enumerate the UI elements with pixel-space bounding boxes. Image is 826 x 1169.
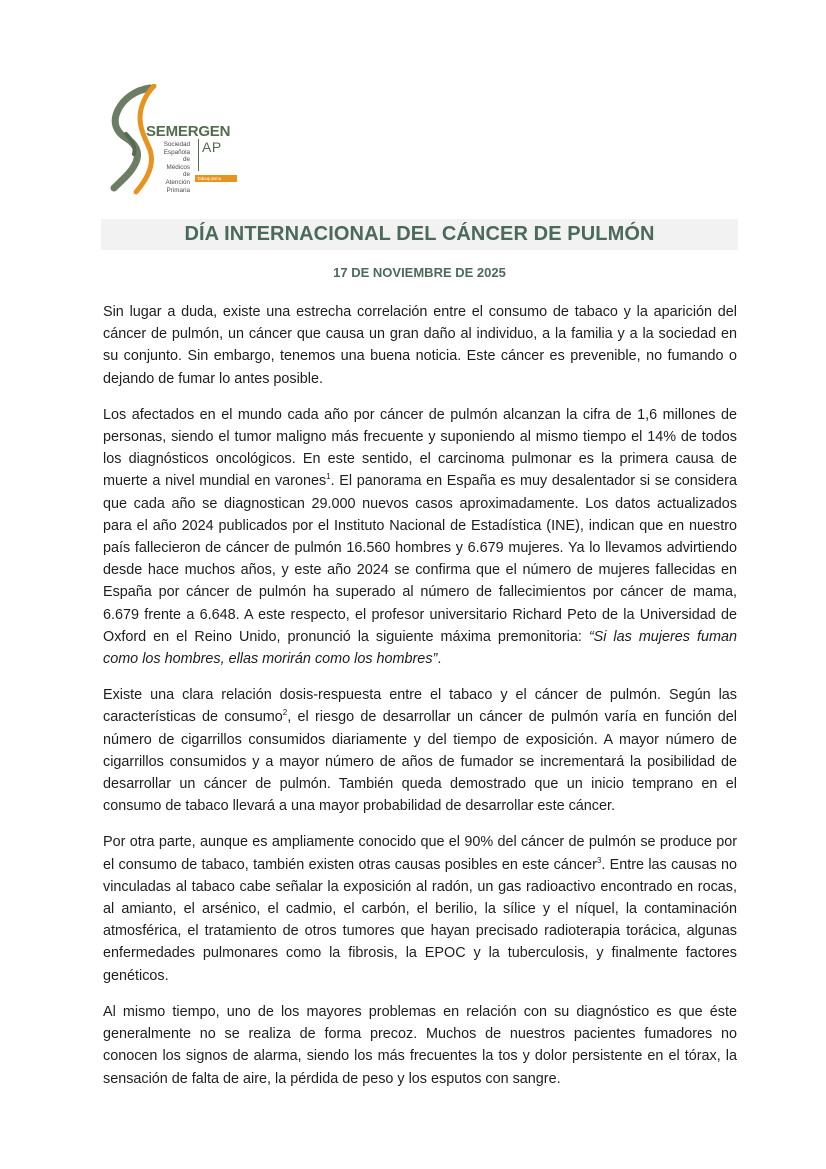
logo-swoosh-icon: [106, 84, 166, 196]
logo-ap: AP: [198, 139, 222, 171]
paragraph-4: Por otra parte, aunque es ampliamente conocido que el 90% del cáncer de pulmón se produce por el consumo de tabaco, también existen otras causas posibles en este cáncer$^3$. Entre las causas no vinculadas al tabaco cabe señalar la exposición al radón, un gas radioactivo encontrado en rocas, al amianto, el arsénico, el cadmio, el carbón, el berilio, la sílice y el níquel, la contaminación atmosférica, el tratamiento de otros tumores que hayan precisado radioterapia torácica, algunas enfermedades pulmonares como la fibrosis, la EPOC y la tuberculosis, y finalmente factores genéticos.: [103, 834, 737, 984]
footnote-ref-1: 1: [326, 472, 331, 482]
paragraph-1: Sin lugar a duda, existe una estrecha correlación entre el consumo de tabaco y la aparición del cáncer de pulmón, un cáncer que causa un gran daño al individuo, a la familia y a la sociedad en su conjunto. Sin embargo, tenemos una buena noticia. Este cáncer es prevenible, no fumando o dejando de fumar lo antes posible.: [103, 304, 737, 387]
logo-name: SEMERGEN: [146, 123, 231, 140]
logo-tag: Tabaquismo: [195, 175, 237, 182]
semergen-logo: [106, 84, 246, 196]
title-banner: [101, 219, 738, 250]
paragraph-5: Al mismo tiempo, uno de los mayores problemas en relación con su diagnóstico es que éste generalmente no se realiza de forma precoz. Muchos de nuestros pacientes fumadores no conocen los signos de alarma, siendo los más frecuentes la tos y dolor persistente en el tórax, la sensación de falta de aire, la pérdida de peso y los esputos con sangre.: [103, 1003, 737, 1087]
article-body: [103, 301, 737, 1104]
quote: “Si las mujeres fuman como los hombres, ellas morirán como los hombres”: [103, 628, 737, 668]
paragraph-3: Existe una clara relación dosis-respuesta entre el tabaco y el cáncer de pulmón. Según las características de consumo$^2$, el riesgo de desarrollar un cáncer de pulmón varía en función del número de cigarrillos consumidos diariamente y del tiempo de exposición. A mayor número de cigarrillos consumidos y a mayor número de años de fumador se incrementará la posibilidad de desarrollar un cáncer de pulmón. También queda demostrado que un inicio temprano en el consumo de tabaco llevará a una mayor probabilidad de desarrollar este cáncer.: [103, 687, 737, 815]
page-title: DÍA INTERNACIONAL DEL CÁNCER DE PULMÓN: [184, 223, 655, 245]
footnote-ref-2: 2: [282, 708, 288, 718]
logo-subtitle: Sociedad Española de Médicos de Atención Primaria: [163, 141, 190, 194]
document-date: 17 DE NOVIEMBRE DE 2025: [333, 265, 506, 280]
paragraph-2: Los afectados en el mundo cada año por cáncer de pulmón alcanzan la cifra de 1,6 millones de personas, siendo el tumor maligno más frecuente y suponiendo al mismo tiempo el 14% de todos los diagnósticos oncológicos. En este sentido, el carcinoma pulmonar es la primera causa de muerte a nivel mundial en varones$^1$. El panorama en España es muy desalentador si se considera que cada año se diagnostican 29.000 nuevos casos aproximadamente. Los datos actualizados para el año 2024 publicados por el Instituto Nacional de Estadística (INE), indican que en nuestro país fallecieron de cáncer de pulmón 16.560 hombres y 6.679 mujeres. Ya lo llevamos advirtiendo desde hace muchos años, y este año 2024 se confirma que el número de mujeres fallecidas en España por cáncer de pulmón ha superado al número de fallecimientos por cáncer de mama, 6.679 frente a 6.648. A este respecto, el profesor universitario Richard Peto de la Universidad de Oxford en el Reino Unido, pronunció la siguiente máxima premonitoria: “Si las mujeres fuman como los hombres, ellas morirán como los hombres”.: [103, 406, 737, 668]
footnote-ref-3: 3: [596, 855, 602, 865]
